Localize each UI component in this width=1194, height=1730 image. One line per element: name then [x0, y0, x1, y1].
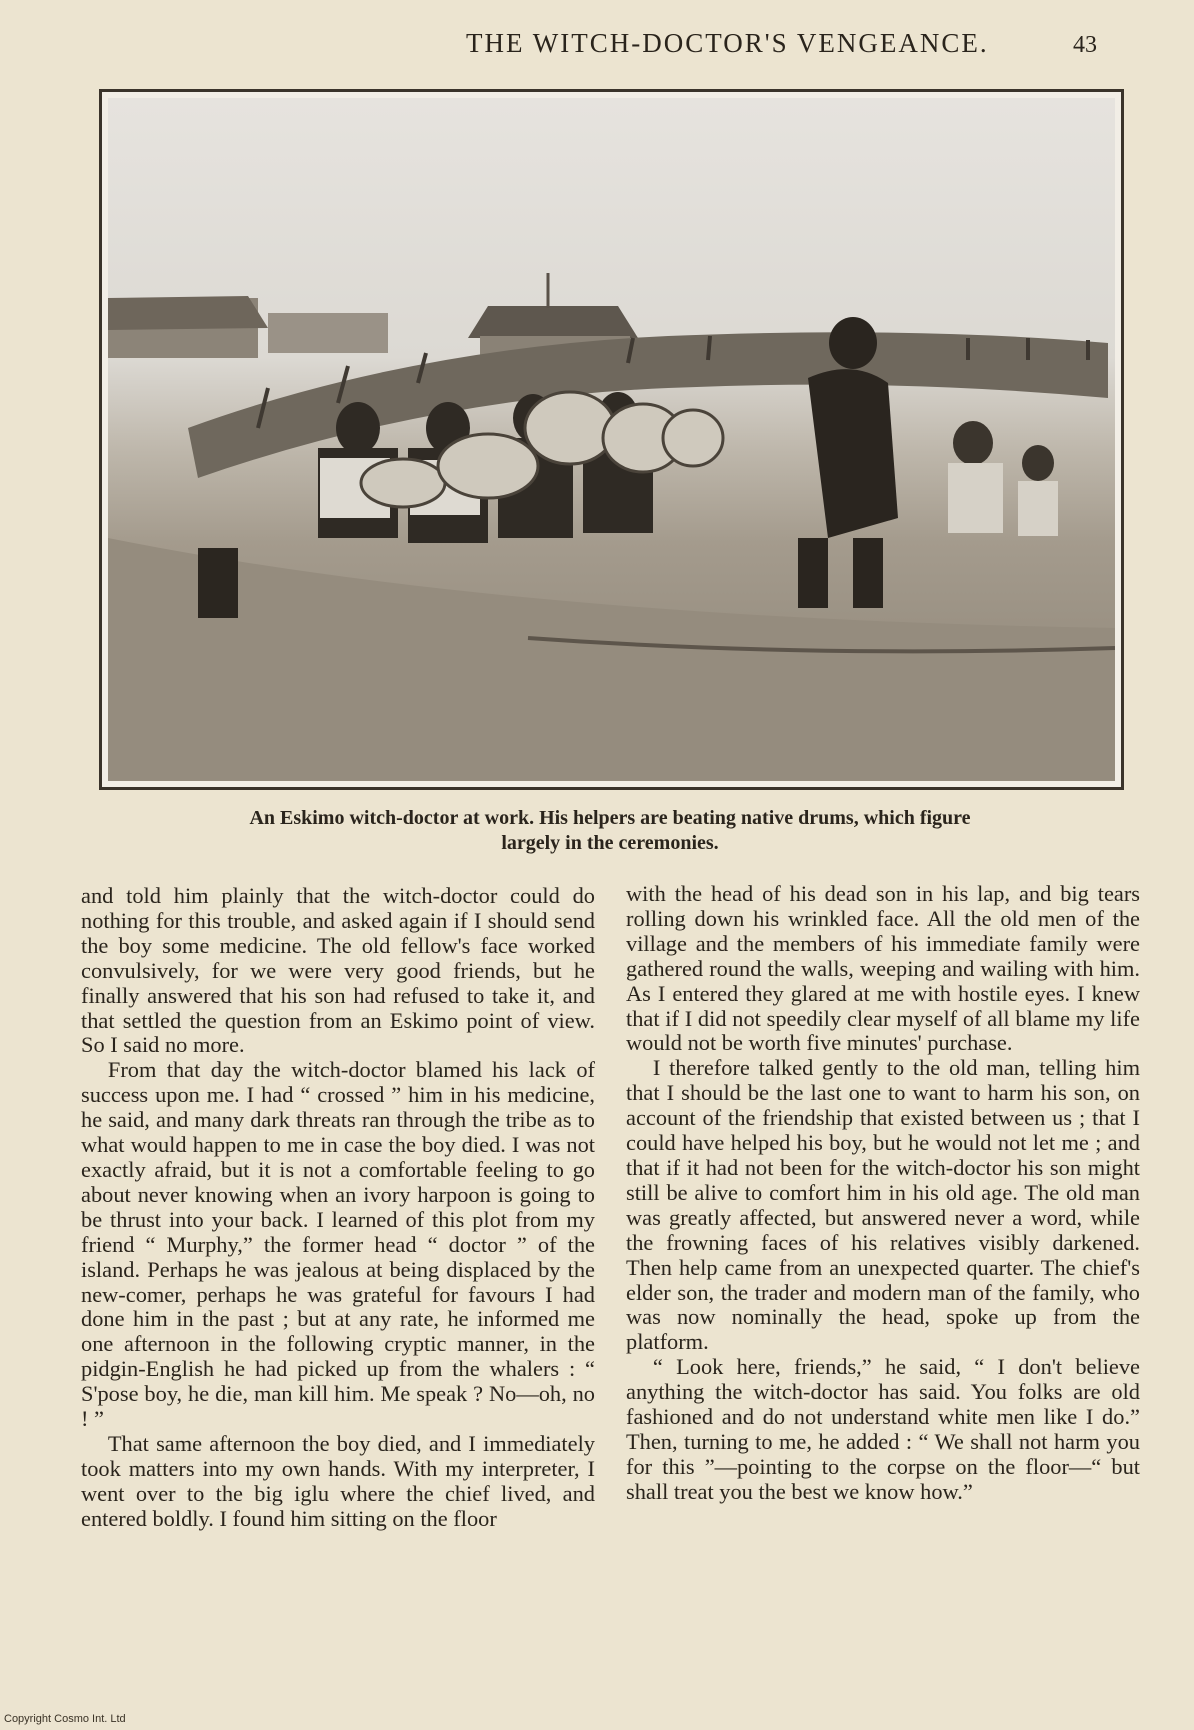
- paragraph: That same afternoon the boy died, and I immediately took matters into my own hands. With my interpreter, I went over to the big iglu where the chief lived, and entered boldly. I found him sitting on the floor: [81, 1430, 595, 1531]
- figure-caption: [110, 806, 1110, 856]
- running-header: [0, 28, 1194, 68]
- paragraph: and told him plainly that the witch-doctor could do nothing for this trouble, and asked again if I should send the boy some medicine. The old fellow's face worked convulsively, for we were very good friends, but he finally answered that his son had refused to take it, and that settled the question from an Eskimo point of view. So I said no more.: [81, 883, 595, 1058]
- photograph-illustration: [108, 98, 1115, 781]
- running-title: THE WITCH-DOCTOR'S VENGEANCE.: [466, 28, 989, 58]
- caption-line-2: largely in the ceremonies.: [501, 832, 719, 854]
- paragraph: I therefore talked gently to the old man, telling him that I should be the last one to want to harm his son, on account of the friendship that existed between us ; that I could have helped his boy, but he would not let me ; and that if it had not been for the witch-doctor his son might still be alive to comfort him in his old age. The old man was greatly affected, but answered never a word, while the frowning faces of his relatives visibly darkened. Then help came from an unexpected quarter. The chief's elder son, the trader and modern man of the family, who was now nominally the head, spoke up from the platform.: [626, 1055, 1140, 1355]
- right-column: [626, 882, 1140, 1505]
- paragraph: “ Look here, friends,” he said, “ I don't believe anything the witch-doctor has said. You folks are old fashioned and do not understand white men like I do.” Then, turning to me, he added : “ We shall not harm you for this ”—pointing to the corpse on the floor—“ but shall treat you the best we know how.”: [626, 1354, 1140, 1504]
- copyright-notice: Copyright Cosmo Int. Ltd: [4, 1713, 126, 1725]
- paragraph: From that day the witch-doctor blamed his lack of success upon me. I had “ crossed ” him in his medicine, he said, and many dark threats ran through the tribe as to what would happen to me in case the boy died. I was not exactly afraid, but it is not a comfortable feeling to go about never knowing when an ivory harpoon is going to be thrust into your back. I learned of this plot from my friend “ Murphy,” the former head “ doctor ” of the island. Perhaps he was jealous at being displaced by the new-comer, perhaps he was grateful for favours I had done him in the past ; but at any rate, he informed me one afternoon in the following cryptic manner, in the pidgin-English he had picked up from the whalers : “ S'pose boy, he die, man kill him. Me speak ? No—oh, no ! ”: [81, 1057, 595, 1432]
- caption-line-1: An Eskimo witch-doctor at work. His helpers are beating native drums, which figure: [249, 807, 971, 829]
- page-number: 43: [1073, 32, 1097, 58]
- photograph-frame: [99, 89, 1124, 790]
- left-column: [81, 884, 595, 1532]
- paragraph: with the head of his dead son in his lap, and big tears rolling down his wrinkled face. All the old men of the village and the members of his immediate family were gathered round the walls, weeping and wailing with him. As I entered they glared at me with hostile eyes. I knew that if I did not speedily clear myself of all blame my life would not be worth five minutes' purchase.: [626, 881, 1140, 1056]
- photograph: [108, 98, 1115, 781]
